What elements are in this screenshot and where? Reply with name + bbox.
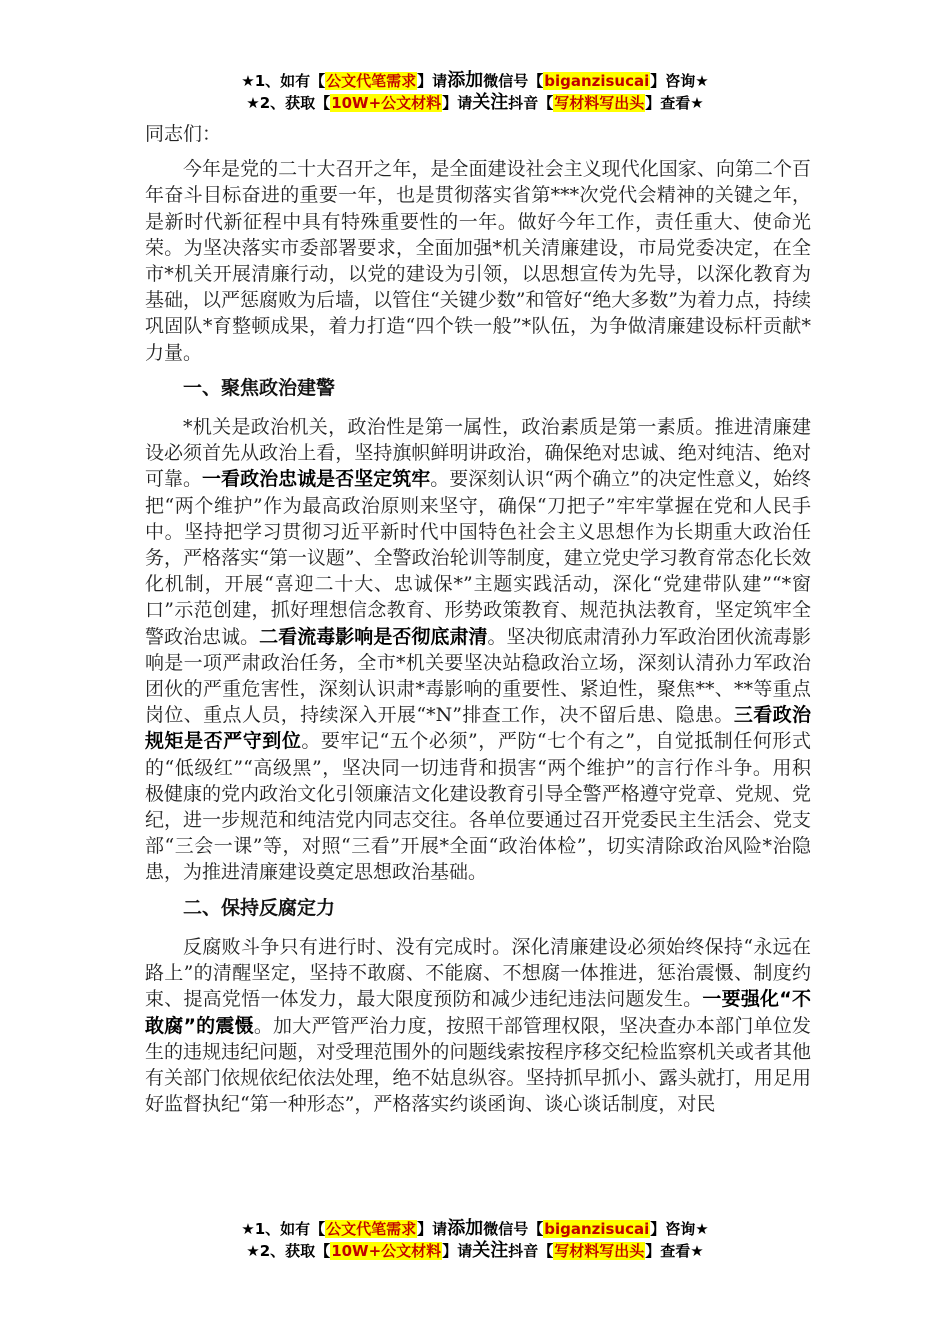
promo-text: 】请 [442, 1242, 473, 1260]
promo-emphasis: 关注 [472, 1240, 509, 1261]
promo-line-2 [0, 1240, 950, 1262]
promo-text: 微信号【 [483, 1220, 544, 1238]
promo-text: 】咨询★ [650, 72, 709, 90]
promo-emphasis: 添加 [447, 1218, 484, 1239]
promo-text: ★1、如有【 [241, 1220, 326, 1238]
promo-highlight: 10W+公文材料 [331, 94, 442, 112]
bottom-promo-banner [0, 1218, 950, 1262]
promo-line-1 [0, 1218, 950, 1240]
promo-text: ★2、获取【 [246, 1242, 331, 1260]
promo-text: 抖音【 [508, 94, 554, 112]
section-heading-2: 二、保持反腐定力 [183, 896, 336, 919]
promo-highlight: 写材料写出头 [554, 1242, 645, 1260]
promo-highlight: 公文代笔需求 [326, 72, 417, 90]
promo-text: ★1、如有【 [241, 72, 326, 90]
salutation: 同志们： [145, 123, 222, 145]
promo-line-2 [0, 92, 950, 114]
promo-text: 】查看★ [645, 1242, 704, 1260]
key-point-1: 一看政治忠诚是否坚定筑牢 [202, 468, 431, 491]
promo-text: 】请 [417, 72, 448, 90]
promo-text: 抖音【 [508, 1242, 554, 1260]
promo-line-1 [0, 70, 950, 92]
key-point-4: 一要强化“不敢腐”的震慑 [145, 988, 811, 1037]
promo-highlight: biganzisucai [544, 1220, 650, 1238]
promo-highlight: 公文代笔需求 [326, 1220, 417, 1238]
top-promo-banner [0, 70, 950, 114]
promo-emphasis: 关注 [472, 92, 509, 113]
key-point-2: 二看流毒影响是否彻底肃清 [259, 625, 488, 648]
promo-text: 微信号【 [483, 72, 544, 90]
section-heading-1: 一、聚焦政治建警 [183, 376, 336, 399]
key-point-3: 三看政治规矩是否严守到位 [145, 704, 811, 753]
section-2-paragraph: 反腐败斗争只有进行时、没有完成时。深化清廉建设必须始终保持“永远在路上”的清醒坚定，坚持不敢腐、不能腐、不想腐一体推进，惩治震慑、制度约束、提高党悟一体发力，最大限度预防和减少违纪违法问题发生。一要强化“不敢腐”的震慑。加大严管严治力度，按照干部管理权限，坚决查办本部门单位发生的违规违纪问题，对受理范围外的问题线索按程序移交纪检监察机关或者其他有关部门依规依纪依法处理，绝不姑息纵容。坚持抓早抓小、露头就打，用足用好监督执纪“第一种形态”，严格落实约谈函询、谈心谈话制度，对民 [145, 935, 811, 1116]
section-1-paragraph: *机关是政治机关，政治性是第一属性，政治素质是第一素质。推进清廉建设必须首先从政治上看，坚持旗帜鲜明讲政治，确保绝对忠诚、绝对纯洁、绝对可靠。一看政治忠诚是否坚定筑牢。要深刻认识“两个确立”的决定性意义，始终把“两个维护”作为最高政治原则来坚守，确保“刀把子”牢牢掌握在党和人民手中。坚持把学习贯彻习近平新时代中国特色社会主义思想作为长期重大政治任务，严格落实“第一议题”、全警政治轮训等制度，建立党史学习教育常态化长效化机制，开展“喜迎二十大、忠诚保*”主题实践活动，深化“党建带队建”“*窗口”示范创建，抓好理想信念教育、形势政策教育、规范执法教育，坚定筑牢全警政治忠诚。二看流毒影响是否彻底肃清。坚决彻底肃清孙力军政治团伙流毒影响是一项严肃政治任务，全市*机关要坚决站稳政治立场，深刻认清孙力军政治团伙的严重危害性，深刻认识肃*毒影响的重要性、紧迫性，聚焦**、**等重点岗位、重点人员，持续深入开展“*N”排查工作，决不留后患、隐患。三看政治规矩是否严守到位。要牢记“五个必须”，严防“七个有之”，自觉抵制任何形式的“低级红”“高级黑”，坚决同一切违背和损害“两个维护”的言行作斗争。用积极健康的党内政治文化引领廉洁文化建设教育引导全警严格遵守党章、党规、党纪，进一步规范和纯洁党内同志交往。各单位要通过召开党委民主生活会、党支部“三会一课”等，对照“三看”开展*全面“政治体检”，切实清除政治风险*治隐患，为推进清廉建设奠定思想政治基础。 [145, 416, 811, 884]
promo-highlight: biganzisucai [544, 72, 650, 90]
document-body [145, 121, 811, 1126]
promo-text: 】查看★ [645, 94, 704, 112]
promo-highlight: 10W+公文材料 [331, 1242, 442, 1260]
promo-text: 】请 [417, 1220, 448, 1238]
promo-highlight: 写材料写出头 [554, 94, 645, 112]
intro-paragraph: 今年是党的二十大召开之年，是全面建设社会主义现代化国家、向第二个百年奋斗目标奋进的重要一年，也是贯彻落实省第***次党代会精神的关键之年，是新时代新征程中具有特殊重要性的一年。做好今年工作，责任重大、使命光荣。为坚决落实市委部署要求，全面加强*机关清廉建设，市局党委决定，在全市*机关开展清廉行动，以党的建设为引领，以思想宣传为先导，以深化教育为基础，以严惩腐败为后墙，以管住“关键少数”和管好“绝大多数”为着力点，持续巩固队*育整顿成果，着力打造“四个铁一般”*队伍，为争做清廉建设标杆贡献*力量。 [145, 158, 811, 364]
promo-text: 】咨询★ [650, 1220, 709, 1238]
promo-text: 】请 [442, 94, 473, 112]
promo-emphasis: 添加 [447, 70, 484, 91]
promo-text: ★2、获取【 [246, 94, 331, 112]
